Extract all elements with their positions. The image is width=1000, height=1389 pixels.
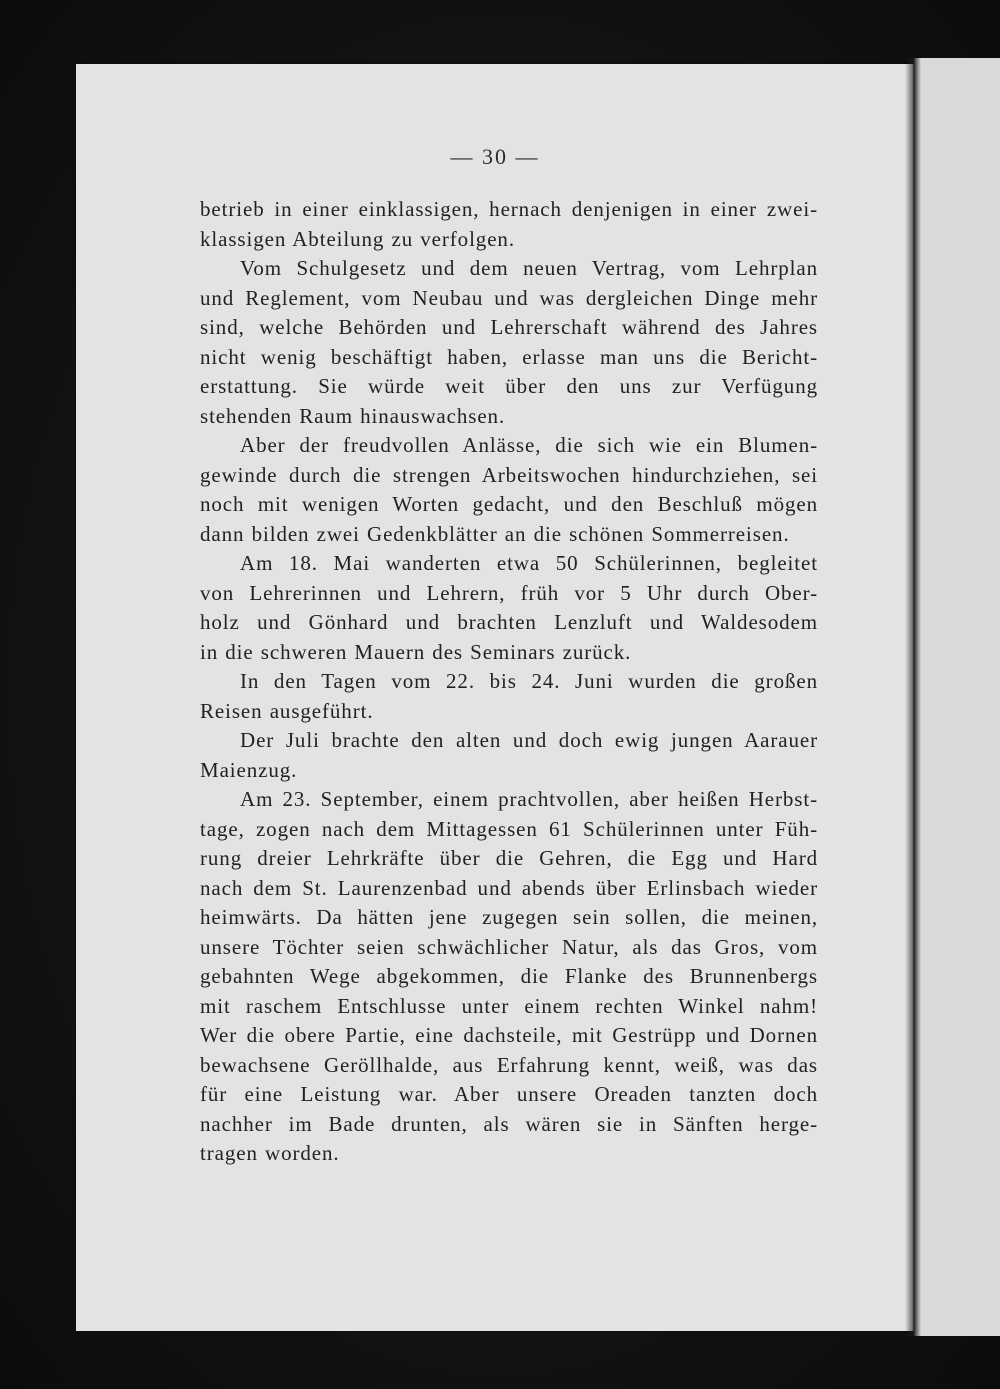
text-line: klassigen Abteilung zu verfolgen. [200,226,515,251]
text-line: betrieb in einer einklassigen, hernach denjenigen in einer zwei- [200,197,818,221]
text-line: gebahnten Wege abgekommen, die Flanke des Brunnenbergs [200,964,818,988]
text-line: Vom Schulgesetz und dem neuen Vertrag, vom Lehrplan [240,256,818,280]
text-line: Maienzug. [200,757,298,782]
text-line: Wer die obere Partie, eine dachsteile, mit Gestrüpp und Dornen [200,1023,818,1047]
text-line: nachher im Bade drunten, als wären sie in Sänften herge- [200,1111,818,1136]
text-line: nicht wenig beschäftigt haben, erlasse man uns die Bericht- [200,344,818,369]
text-line: mit raschem Entschlusse unter einem rechten Winkel nahm! [200,993,818,1018]
adjacent-page-edge [914,58,1000,1336]
page-number: — 30 — [450,144,540,169]
text-line: tage, zogen nach dem Mittagessen 61 Schülerinnen unter Füh- [200,816,818,841]
text-line: Reisen ausgeführt. [200,698,374,723]
body-text [200,195,818,1169]
text-line: für eine Leistung war. Aber unsere Oreaden tanzten doch [200,1082,818,1106]
text-line: in die schweren Mauern des Seminars zurück. [200,639,632,664]
text-line: rung dreier Lehrkräfte über die Gehren, die Egg und Hard [200,846,818,870]
text-line: sind, welche Behörden und Lehrerschaft während des Jahres [200,315,818,339]
text-line: bewachsene Geröllhalde, aus Erfahrung kennt, weiß, was das [200,1052,818,1077]
text-line: Der Juli brachte den alten und doch ewig jungen Aarauer [240,728,818,752]
book-page [76,64,914,1331]
text-line: In den Tagen vom 22. bis 24. Juni wurden die großen [240,669,818,693]
text-line: Aber der freudvollen Anlässe, die sich wie ein Blumen- [240,433,818,457]
text-line: stehenden Raum hinauswachsen. [200,403,506,428]
text-line: nach dem St. Laurenzenbad und abends über Erlinsbach wieder [200,875,818,900]
text-line: von Lehrerinnen und Lehrern, früh vor 5 Uhr durch Ober- [200,580,818,605]
text-line: Am 18. Mai wanderten etwa 50 Schülerinnen, begleitet [240,551,818,575]
text-line: Am 23. September, einem prachtvollen, aber heißen Herbst- [240,787,818,811]
text-line: gewinde durch die strengen Arbeitswochen hindurchziehen, sei [200,462,818,487]
text-line: noch mit wenigen Worten gedacht, und den Beschluß mögen [200,492,818,516]
text-line: und Reglement, vom Neubau und was dergleichen Dinge mehr [200,285,818,310]
text-line: holz und Gönhard und brachten Lenzluft und Waldesodem [200,610,818,634]
text-line: heimwärts. Da hätten jene zugegen sein sollen, die meinen, [200,905,818,929]
book-gutter [905,58,921,1336]
text-line: unsere Töchter seien schwächlicher Natur, als das Gros, vom [200,934,818,959]
text-line: dann bilden zwei Gedenkblätter an die schönen Sommerreisen. [200,521,790,546]
text-line: erstattung. Sie würde weit über den uns zur Verfügung [200,374,818,398]
text-line: tragen worden. [200,1141,340,1165]
